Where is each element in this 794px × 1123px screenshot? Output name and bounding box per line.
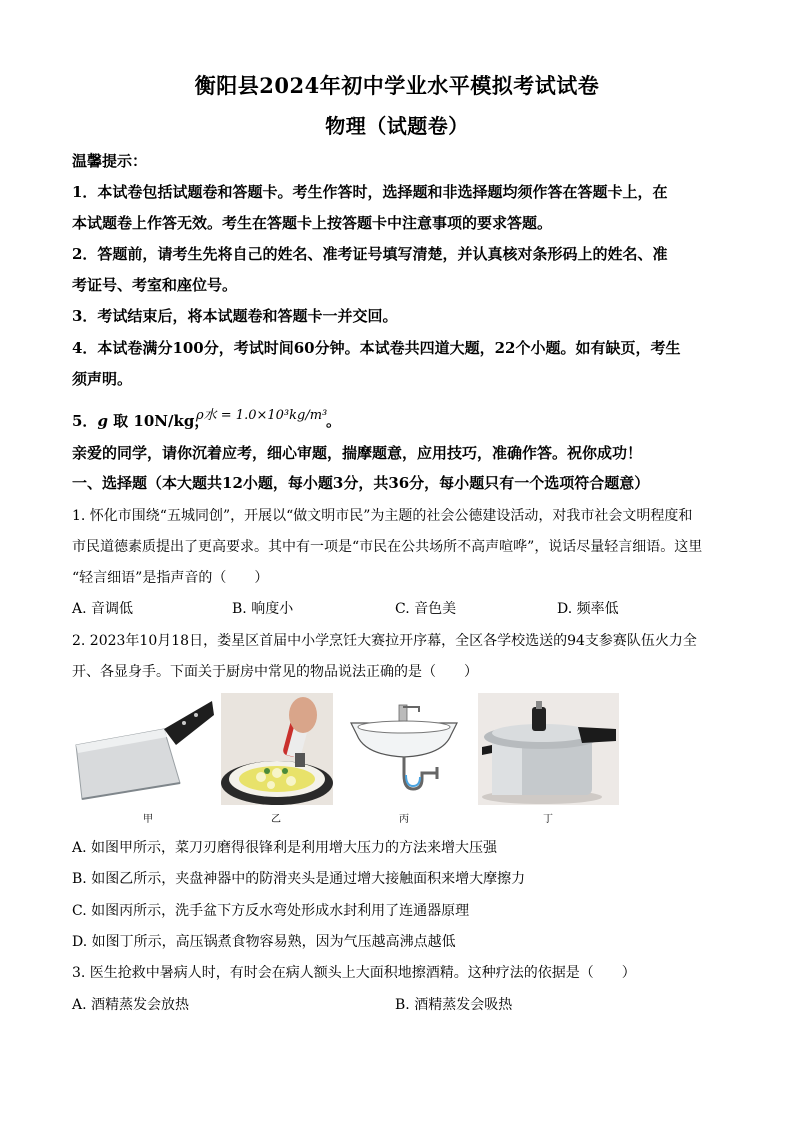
option-b: B. 响度小	[232, 601, 294, 617]
tip-5-text: 取 10N/kg，	[107, 412, 210, 430]
option-c: C. 如图丙所示，洗手盆下方反水弯处形成水封利用了连通器原理	[72, 903, 470, 919]
pressure-cooker-image	[478, 693, 619, 805]
option-a: A. 音调低	[72, 601, 134, 617]
gravity-symbol: g	[97, 412, 108, 430]
encouragement-text: 亲爱的同学，请你沉着应考，细心审题，揣摩题意，应用技巧，准确作答。祝你成功！	[72, 444, 643, 462]
tip-item-5	[72, 410, 209, 431]
tip-line: 1．本试卷包括试题卷和答题卡。考生作答时，选择题和非选择题均须作答在答题卡上，在	[72, 183, 668, 201]
question-2-line: 开、各显身手。下面关于厨房中常见的物品说法正确的是（ ）	[72, 664, 478, 680]
option-b: B. 酒精蒸发会吸热	[395, 997, 513, 1013]
tips-heading: 温馨提示：	[72, 152, 148, 170]
question-3-line: 3. 医生抢救中暑病人时，有时会在病人额头上大面积地擦酒精。这种疗法的依据是（ ）	[72, 965, 636, 981]
option-d: D. 频率低	[557, 601, 619, 617]
question-2-line: 2. 2023年10月18日，娄星区首届中小学烹饪大赛拉开序幕，全区各学校选送的94支参赛队伍火力全	[72, 633, 697, 649]
cleaver-image	[72, 695, 215, 805]
caption-jia: 甲	[143, 814, 153, 825]
option-b: B. 如图乙所示，夹盘神器中的防滑夹头是通过增大接触面积来增大摩擦力	[72, 871, 526, 887]
tip-line: 3．考试结束后，将本试题卷和答题卡一并交回。	[72, 307, 398, 325]
question-1-line: “轻言细语”是指声音的（ ）	[72, 570, 269, 586]
option-d: D. 如图丁所示，高压锅煮食物容易熟，因为气压越高沸点越低	[72, 934, 456, 950]
option-a: A. 如图甲所示，菜刀刃磨得很锋利是利用增大压力的方法来增大压强	[72, 840, 498, 856]
wash-basin-image	[347, 697, 461, 807]
tip-5-end: 。	[326, 412, 342, 430]
option-c: C. 音色美	[395, 601, 457, 617]
page-subtitle: 物理（试题卷）	[325, 114, 469, 138]
section-heading: 一、选择题（本大题共12小题，每小题3分，共36分，每小题只有一个选项符合题意）	[72, 474, 650, 492]
caption-ding: 丁	[543, 814, 553, 825]
question-1-line: 市民道德素质提出了更高要求。其中有一项是“市民在公共场所不高声喧哗”，说话尽量轻言细语。这里	[72, 539, 703, 555]
tip-line: 4．本试卷满分100分，考试时间60分钟。本试卷共四道大题，22个小题。如有缺页，考生	[72, 339, 681, 357]
density-formula: ρ水 = 1.0×10³kg/m³	[196, 408, 328, 423]
caption-yi: 乙	[271, 814, 281, 825]
tip-5-number: 5．	[72, 412, 98, 430]
tip-line: 本试题卷上作答无效。考生在答题卡上按答题卡中注意事项的要求答题。	[72, 214, 553, 232]
option-a: A. 酒精蒸发会放热	[72, 997, 190, 1013]
plate-clamp-image	[221, 693, 333, 805]
tip-line: 2．答题前，请考生先将自己的姓名、准考证号填写清楚，并认真核对条形码上的姓名、准	[72, 245, 668, 263]
caption-bing: 丙	[399, 814, 409, 825]
page-title: 衡阳县2024年初中学业水平模拟考试试卷	[194, 73, 600, 98]
tip-line: 须声明。	[72, 370, 133, 388]
tip-line: 考证号、考室和座位号。	[72, 276, 238, 294]
question-1-line: 1. 怀化市围绕“五城同创”，开展以“做文明市民”为主题的社会公德建设活动，对我市社会文明程度和	[72, 508, 693, 524]
